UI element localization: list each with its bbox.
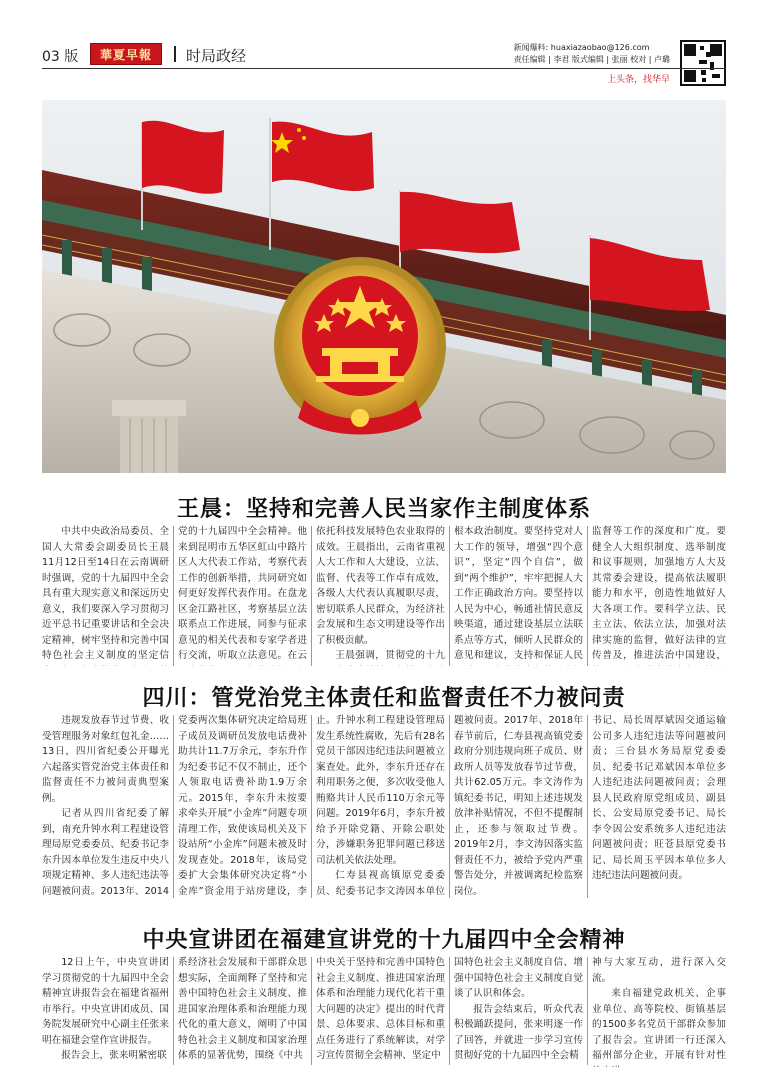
article-2-column-1 bbox=[42, 713, 169, 900]
hero-photo bbox=[42, 100, 726, 473]
column-divider bbox=[311, 526, 312, 666]
article-1-column-3 bbox=[316, 524, 445, 666]
article-1-column-1 bbox=[42, 524, 169, 666]
qr-code-icon[interactable] bbox=[680, 40, 726, 86]
news-tip-line: 新闻爆料: huaxiazaobao@126.com bbox=[513, 43, 650, 52]
article-3-headline[interactable]: 中央宣讲团在福建宣讲党的十九届四中全会精神 bbox=[142, 928, 626, 953]
paragraph: 止。升钟水利工程建设管理局发生系统性腐败，先后有28名党员干部因违纪违法问题被立案查处。此外，李东升还存在利用职务之便，多次收受他人贿赂共计人民币110万余元等问题。2019年6月，李东升被给予开除党籍、开除公职处分，涉嫌职务犯罪问题已移送司法机关依法处理。 bbox=[316, 715, 445, 866]
article-1-column-4 bbox=[454, 524, 583, 666]
section-title: 时局政经 bbox=[186, 47, 247, 65]
slogan: 上头条，找华早 bbox=[606, 75, 670, 85]
article-1-headline[interactable]: 王晨：坚持和完善人民当家作主制度体系 bbox=[176, 497, 591, 522]
paragraph: 国特色社会主义制度自信、增强中国特色社会主义制度自觉谈了认识和体会。 bbox=[454, 957, 583, 999]
column-divider bbox=[587, 526, 588, 666]
article-2-column-2 bbox=[178, 713, 307, 900]
column-divider bbox=[587, 715, 588, 898]
article-1-column-5 bbox=[592, 524, 726, 666]
paragraph: 中共中央政治局委员、全国人大常委会副委员长王晨11月12日至14日在云南调研时强调，党的十九届四中全会具有重大现实意义和深远历史意义，我们要深入学习贯彻习近平总书记重要讲话和全会决定精神，树牢坚持和完善中国特色社会主义制度的坚定信 bbox=[42, 526, 169, 661]
paragraph: 记者从四川省纪委了解到，南充升钟水利工程建设管理局原党委委员、纪委书记李东升因本单位发生违反中央八项规定精神、多人违纪违法等问题被问责。2013年、2014 bbox=[42, 808, 169, 897]
page-number: 03 版 bbox=[42, 49, 79, 65]
newspaper-logo[interactable]: 華夏早報 bbox=[90, 43, 162, 65]
article-2-column-3 bbox=[316, 713, 445, 900]
article-3-column-2 bbox=[178, 955, 307, 1067]
article-2-headline[interactable]: 四川：管党治党主体责任和监督责任不力被问责 bbox=[142, 686, 626, 711]
editorial-info bbox=[514, 42, 670, 86]
paragraph: 系经济社会发展和干部群众思想实际，全面阐释了坚持和完善中国特色社会主义制度、推进国家治理体系和治理能力现代化的重大意义，阐明了中国特色社会主义制度和国家治理体系的显著优势，围绕《中共 bbox=[178, 957, 307, 1061]
paragraph: 党委两次集体研究决定给局班子成员及调研员发放电话费补助共计11.7万余元，李东升作为纪委书记不仅不制止，还个人领取电话费补助1.9万余元。2015年，李东升未按要求牵头开展“小金库”问题专项清理工作，致使该局机关及下设站所“小金库”问题未被及时发现查处。2018年，该局党委扩大会集体研究决定将“小金库”资金用于站房建设，李 bbox=[178, 715, 307, 897]
paragraph: 题被问责。2017年、2018年春节前后，仁寿县视高镇党委政府分别违规向班子成员、财政所人员等发放春节过节费，共计62.05万元。李文涛作为镇纪委书记，明知上述违规发放津补贴情况，不但不提醒制止，还参与领取过节费。2019年2月，李文涛因落实监督责任不力，被给予党内严重警告处分，并被调离纪检监察岗位。 bbox=[454, 715, 583, 897]
paragraph: 12日上午，中央宣讲团学习贯彻党的十九届四中全会精神宣讲报告会在福建省福州市举行。中央宣讲团成员、国务院发展研究中心副主任张来明在福建会堂作宣讲报告。 bbox=[42, 957, 169, 1046]
paragraph: 神与大家互动，进行深入交流。 bbox=[592, 957, 726, 984]
divider bbox=[174, 46, 176, 62]
column-divider bbox=[449, 715, 450, 898]
paragraph: 仁寿县视高镇原党委委员、纪委书记李文涛因本单位 bbox=[316, 870, 445, 897]
article-3-column-3 bbox=[316, 955, 445, 1067]
article-3-column-1 bbox=[42, 955, 169, 1067]
column-divider bbox=[311, 957, 312, 1065]
paragraph: 依托科技发展特色农业取得的成效。王晨指出，云南省重视人大工作和人大建设，立法、监督、代表等工作卓有成效，各级人大代表认真履职尽责，密切联系人民群众，为经济社会发展和生态文明建设等作出了积极贡献。 bbox=[316, 526, 445, 646]
article-1-column-2 bbox=[178, 524, 307, 666]
column-divider bbox=[173, 957, 174, 1065]
paragraph: 监督等工作的深度和广度。要健全人大组织制度、选举制度和议事规则，加强地方人大及其常委会建设，提高依法履职能力和水平，创造性地做好人大各项工作。要科学立法、民主立法、依法立法，加强对法律实施的监督，做好法律的宣传普及，推进法治中国建设， bbox=[592, 526, 726, 661]
article-3-column-5 bbox=[592, 955, 726, 1067]
paragraph: 根本政治制度。要坚持党对人大工作的领导，增强“四个意识”，坚定“四个自信”，做到“两个维护”，牢牢把握人大工作正确政治方向。要坚持以人民为中心，畅通社情民意反映渠道，通过建设基层立法联系点等方式，倾听人民群众的意见和建议，支持和保证人民 bbox=[454, 526, 583, 661]
masthead-rule bbox=[42, 68, 726, 69]
article-2-column-5 bbox=[592, 713, 726, 900]
column-divider bbox=[449, 526, 450, 666]
paragraph: 报告会结束后，听众代表积极踊跃提问，张来明逐一作了回答，并就进一步学习宣传贯彻好党的十九届四中全会精 bbox=[454, 1003, 583, 1061]
column-divider bbox=[173, 715, 174, 898]
article-2-column-4 bbox=[454, 713, 583, 900]
column-divider bbox=[587, 957, 588, 1065]
paragraph bbox=[454, 899, 583, 900]
paragraph: 王晨强调，贯彻党的十九 bbox=[335, 650, 445, 661]
paragraph: 违规发放春节过节费、收受管理服务对象红包礼金……13日，四川省纪委公开曝光六起落实管党治党主体责任和监督责任不力被问责典型案例。 bbox=[42, 715, 169, 804]
column-divider bbox=[449, 957, 450, 1065]
paragraph: 中央关于坚持和完善中国特色社会主义制度、推进国家治理体系和治理能力现代化若干重大问题的决定》提出的时代背景、总体要求、总体目标和重点任务进行了系统解读，对学习宣传贯彻全会精神、坚定中 bbox=[316, 957, 445, 1061]
article-3-column-4 bbox=[454, 955, 583, 1067]
paragraph: 党的十九届四中全会精神。他来到昆明市五华区虹山中路片区人大代表工作站，考察代表工作的创新举措，共同研究如何更好发挥代表作用。在盘龙区金江路社区，考察基层立法联系点工作进展，同参与征求意见的相关代表和专家学者进行交流，听取立法意见。在云 bbox=[178, 526, 307, 661]
editors-line: 责任编辑 | 李君 版式编辑 | 张丽 校对 | 卢璐 bbox=[513, 55, 670, 64]
great-hall-national-emblem-image bbox=[42, 100, 726, 473]
paragraph: 报告会上，张来明紧密联 bbox=[61, 1050, 167, 1061]
paragraph: 来自福建党政机关、企事业单位、高等院校、街镇基层的1500多名党员干部群众参加了报告会。宣讲团一行还深入福州部分企业，开展有针对性 bbox=[592, 988, 726, 1061]
paragraph: 书记、局长周厚斌因交通运输公司多人违纪违法等问题被问责；三台县水务局原党委委员、纪委书记邓斌因本单位多人违纪违法问题被问责；会理县人民政府原党组成员、副县长、公安局原党委书记、局长李令因公安系统多人违纪违法问题被问责；旺苍县原党委书记、局长周玉平因本单位多人违纪违法问题被问责。 bbox=[592, 715, 726, 881]
column-divider bbox=[173, 526, 174, 666]
column-divider bbox=[311, 715, 312, 898]
